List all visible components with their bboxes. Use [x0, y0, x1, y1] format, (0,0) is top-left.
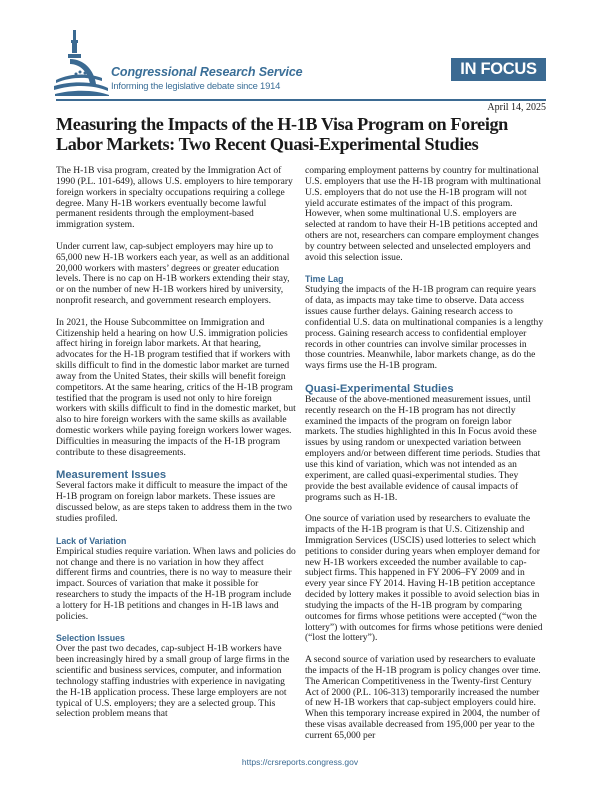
paragraph: The H-1B visa program, created by the Immigration Act of 1990 (P.L. 101-649), allows U.S. employers to hire temporary foreign workers in specialty occupations requiring a college degree. Many H-1B workers eventually become lawful permanent residents through the employment-based immigration system.	[56, 165, 293, 231]
paragraph: Empirical studies require variation. When laws and policies do not change and there is no variation in how they affect different firms and countries, there is no way to measure their impact. Sources of variation that make it possible for researchers to study the impacts of the H-1B program include a lottery for H-1B petitions and changes in H-1B laws and policies.	[56, 545, 296, 622]
columns	[56, 166, 546, 753]
paragraph: Several factors make it difficult to measure the impact of the H-1B program on foreign labor markets. These issues are discussed below, as are steps taken to address them in the two studies profiled.	[56, 480, 292, 525]
section-heading-measurement-issues: Measurement Issues	[56, 469, 167, 482]
publication-date: April 14, 2025	[487, 102, 546, 113]
header-divider	[56, 99, 546, 101]
content	[0, 102, 600, 753]
subheading-time-lag: Time Lag	[305, 274, 344, 285]
org-tagline: Informing the legislative debate since 1914	[111, 80, 281, 91]
subheading-selection-issues: Selection Issues	[56, 633, 125, 644]
right-column	[305, 166, 546, 753]
org-name: Congressional Research Service	[111, 65, 303, 79]
paragraph: One source of variation used by researchers to evaluate the impacts of the H-1B program is that U.S. Citizenship and Immigration Services (USCIS) used lotteries to select which petitions to consider during years when employer demand for new H-1B workers exceeded the number available to cap-subject firms. This happened in FY 2006–FY 2009 and in every year since FY 2014. Having H-1B petition acceptance decided by lottery makes it possible to avoid selection bias in studying the impacts of the H-1B program by comparing outcomes for firms whose petitions were accepted (“won the lottery”) with outcomes for firms whose petitions were denied (“lost the lottery”).	[305, 513, 543, 644]
paragraph: Studying the impacts of the H-1B program can require years of data, as impacts may take time to observe. Data access issues cause further delays. Gaining research access to confidential U.S. data on multinational companies is a lengthy process. Gaining research access to confidential employer records in other countries can involve similar processes in those countries. Meanwhile, labor markets change, as do the ways firms use the H-1B program.	[305, 284, 544, 372]
paragraph: comparing employment patterns by country for multinational U.S. employers that use the H-1B program with multinational U.S. employers that do not use the H-1B program will not yield accurate estimates of the impact of this program. However, when some multinational U.S. employers are selected at random to have their H-1B petitions accepted and others are not, researchers can compare employment changes by country between selected and unselected employers and avoid this selection issue.	[305, 165, 541, 263]
section-heading-quasi-experimental: Quasi-Experimental Studies	[305, 382, 454, 395]
subheading-lack-of-variation: Lack of Variation	[56, 535, 127, 546]
document-title: Measuring the Impacts of the H-1B Visa Program on Foreign Labor Markets: Two Recent Quasi-Experimental Studies	[56, 114, 508, 154]
masthead	[0, 0, 600, 101]
capitol-dome-icon	[54, 28, 110, 96]
paragraph: Under current law, cap-subject employers may hire up to 65,000 new H-1B workers each year, as well as an additional 20,000 workers with masters’ degrees or greater education levels. There is no cap on H-1B workers extending their stay, or on the number of new H-1B workers hired by university, nonprofit research, and government research employers.	[56, 240, 290, 307]
footer-url[interactable]: https://crsreports.congress.gov	[241, 756, 359, 767]
in-focus-badge: IN FOCUS	[451, 58, 546, 81]
paragraph: Because of the above-mentioned measurement issues, until recently research on the H-1B program has not directly examined the impacts of the program on foreign labor markets. The studies highlighted in this In Focus avoid these issues by using random or unexpected variation between employers and/or between different time periods. Studies that use this kind of variation, which was not intended as an experiment, are called quasi-experimental studies. They provide the best available evidence of causal impacts of programs such as H-1B.	[305, 393, 541, 503]
left-column	[56, 166, 297, 753]
paragraph: A second source of variation used by researchers to evaluate the impacts of the H-1B program is policy changes over time. The American Competitiveness in the Twenty-first Century Act of 2000 (P.L. 106-313) temporarily increased the number of new H-1B workers that cap-subject employers could hire. When this temporary increase expired in 2004, the number of these visas available decreased from 195,000 per year to the current 65,000 per	[305, 654, 541, 741]
paragraph: In 2021, the House Subcommittee on Immigration and Citizenship held a hearing on how U.S. immigration policies affect hiring in foreign labor markets. At that hearing, advocates for the H-1B program testified that if workers with skills difficult to find in the domestic labor market are turned away from the United States, their skills will benefit foreign competitors. At the same hearing, critics of the H-1B program testified that the program is used not only to hire foreign workers with skills difficult to find in the domestic market, but also to hire foreign workers with the same skills as available domestic workers while paying foreign workers lower wages. Difficulties in measuring the impacts of the H-1B program contribute to these disagreements.	[56, 316, 296, 458]
paragraph: Over the past two decades, cap-subject H-1B workers have been increasingly hired by a small group of large firms in the scientific and business services, computer, and information technology staffing industries with experience in navigating the H-1B application process. These large employers are not typical of U.S. employers; they are a selected group. This selection problem means that	[56, 643, 290, 720]
